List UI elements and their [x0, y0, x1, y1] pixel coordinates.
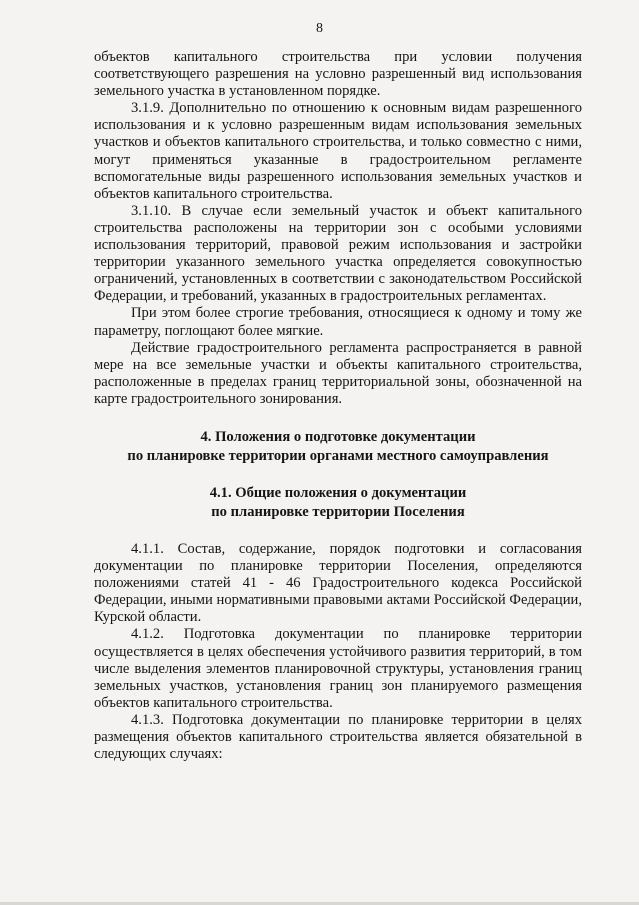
paragraph-3-1-9: 3.1.9. Дополнительно по отношению к основным видам разрешенного использования и к условно разрешенным видам использования земельных участков и объектов капитального строительства, и только совместно с ними, могут применяться указанные в градостроительном регламенте вспомогательные виды разрешенного использования земельных участков и объектов капитального строительства.: [94, 100, 582, 202]
subsection-heading-line2: по планировке территории Поселения: [211, 503, 465, 520]
section-heading-line1: 4. Положения о подготовке документации: [200, 428, 476, 445]
paragraph-4-1-3: 4.1.3. Подготовка документации по планировке территории в целях размещения объектов капитального строительства является обязательной в следующих случаях:: [94, 711, 582, 763]
section-heading-line2: по планировке территории органами местного самоуправления: [127, 447, 549, 464]
section-heading-4: [94, 428, 582, 466]
paragraph-regulation-scope: Действие градостроительного регламента распространяется в равной мере на все земельные участки и объекты капитального строительства, расположенные в пределах границ территориальной зоны, обозначенной на карте градостроительного зонирования.: [94, 339, 582, 407]
paragraph-4-1-1: 4.1.1. Состав, содержание, порядок подготовки и согласования документации по планировке территории Поселения, определяются положениями статей 41 - 46 Градостроительного кодекса Российской Федерации, иными нормативными правовыми актами Российской Федерации, Курской области.: [94, 540, 582, 626]
subsection-heading-4-1: [94, 484, 582, 522]
paragraph-continuation: объектов капитального строительства при условии получения соответствующего разрешения на условно разрешенный вид использования земельного участка в установленном порядке.: [94, 49, 582, 100]
document-body: [94, 49, 582, 763]
paragraph-strict-requirements: При этом более строгие требования, относящиеся к одному и тому же параметру, поглощают более мягкие.: [94, 305, 582, 339]
paragraph-3-1-10: 3.1.10. В случае если земельный участок и объект капитального строительства расположены на территории зон с особыми условиями использования территорий, правовой режим использования и застройки территории указанного земельного участка определяется совокупностью ограничений, установленных в соответствии с законодательством Российской Федерации, и требований, указанных в градостроительных регламентах.: [94, 202, 582, 305]
subsection-heading-line1: 4.1. Общие положения о документации: [209, 484, 467, 501]
page-number: 8: [316, 21, 323, 36]
paragraph-4-1-2: 4.1.2. Подготовка документации по планировке территории осуществляется в целях обеспечения устойчивого развития территорий, в том числе выделения элементов планировочной структуры, установления границ земельных участков, установления границ зон планируемого размещения объектов капитального строительства.: [94, 626, 582, 711]
